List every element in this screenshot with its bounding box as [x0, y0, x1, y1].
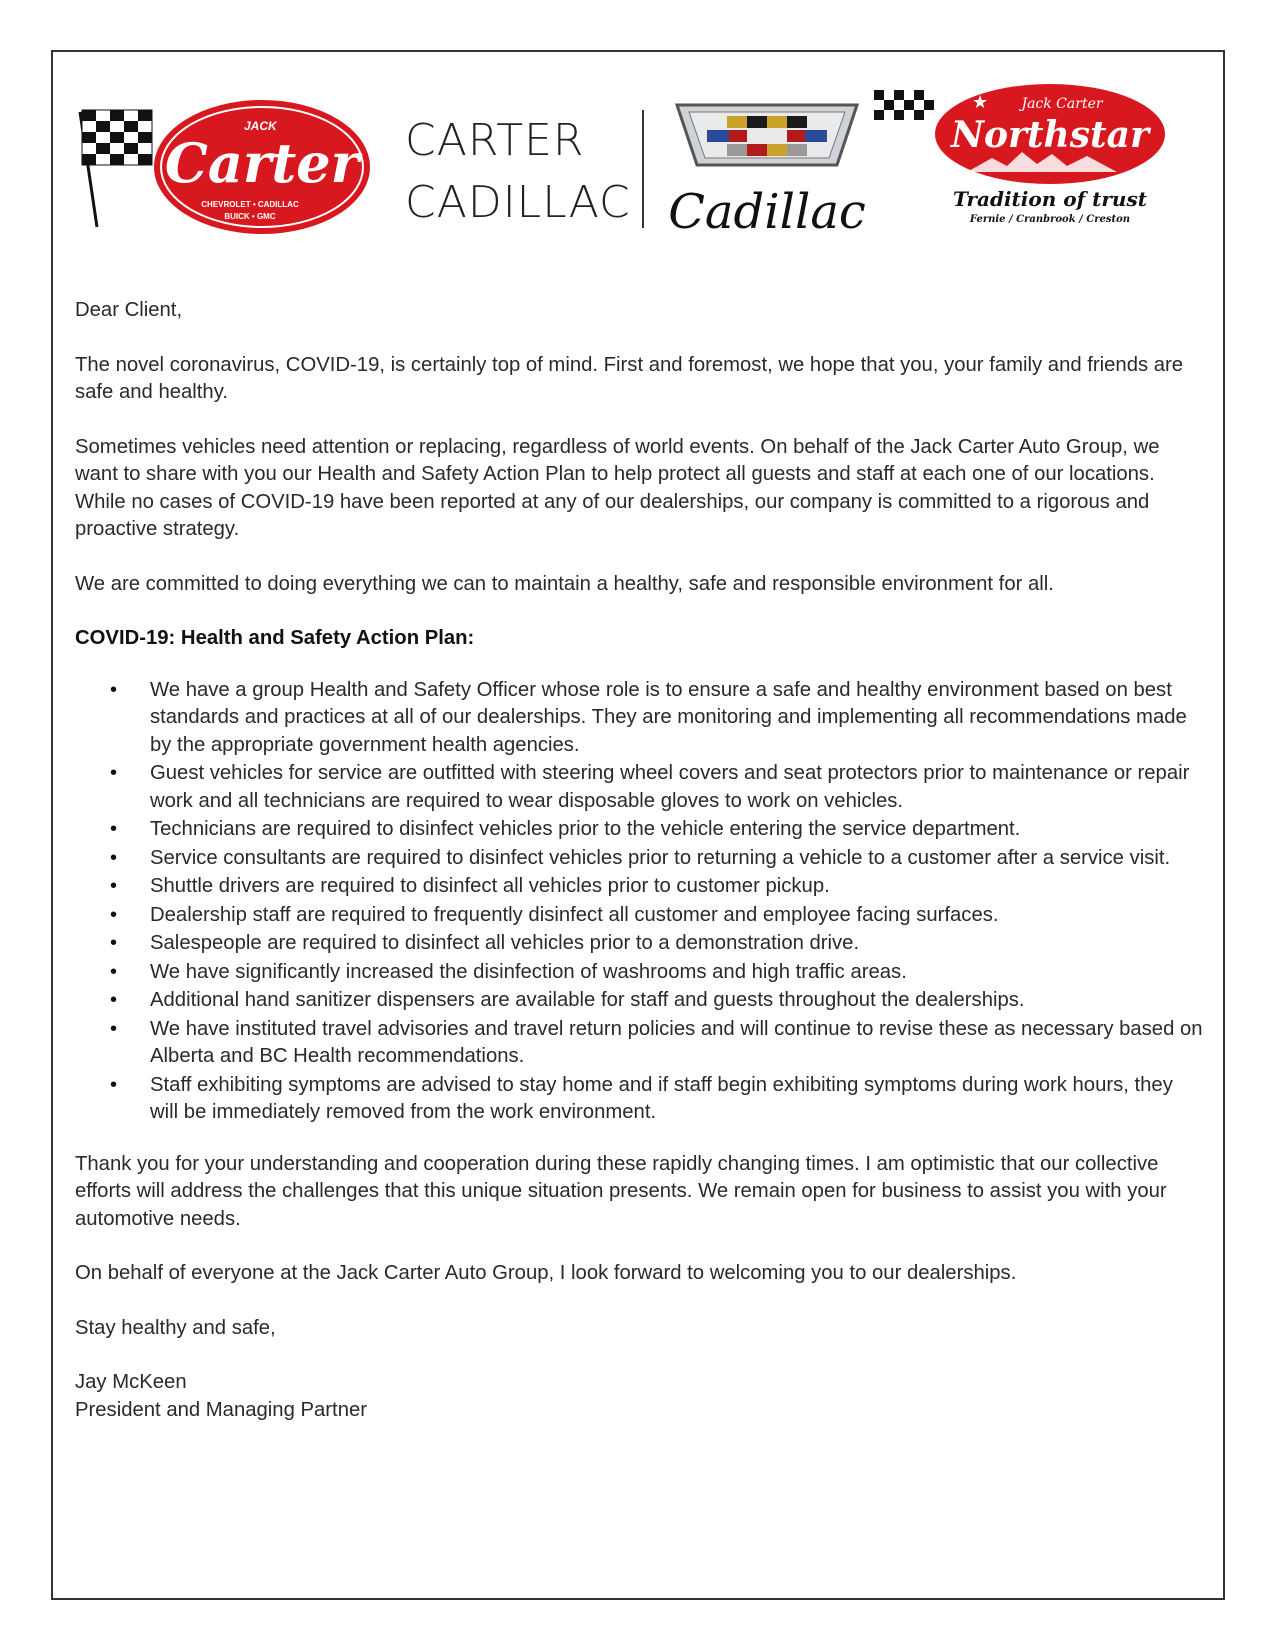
jack-carter-logo-brands-1: CHEVROLET • CADILLAC: [201, 200, 299, 209]
checkered-flag-icon: [80, 110, 152, 227]
northstar-logo: [872, 82, 1167, 242]
letter-body: [75, 297, 1205, 1424]
northstar-tagline: Tradition of trust: [953, 187, 1147, 211]
dealer-name-line-1: CARTER: [405, 115, 585, 166]
signer-title: President and Managing Partner: [75, 1398, 368, 1421]
closing: Stay healthy and safe,: [75, 1316, 276, 1339]
dealer-name: [405, 110, 631, 234]
list-item: • Salespeople are required to disinfect all vehicles prior to a demonstration drive.: [150, 930, 1205, 958]
list-item: • Additional hand sanitizer dispensers are available for staff and guests throughout the dealerships.: [150, 987, 1205, 1015]
salutation: Dear Client,: [75, 299, 183, 321]
plan-heading: COVID-19: Health and Safety Action Plan:: [75, 627, 475, 649]
signature-block: [75, 1369, 1205, 1424]
signer-name: Jay McKeen: [75, 1371, 187, 1393]
northstar-logo-top: Jack Carter: [1021, 96, 1103, 112]
northstar-logo-name: Northstar: [951, 114, 1149, 156]
list-item: • We have a group Health and Safety Officer whose role is to ensure a safe and healthy environment based on best standards and practices at all of our dealerships. They are monitoring and implementing all recommendations made by the appropriate government health agencies.: [150, 677, 1205, 760]
list-item: • Dealership staff are required to frequently disinfect all customer and employee facing surfaces.: [150, 902, 1205, 930]
list-item: • Technicians are required to disinfect vehicles prior to the vehicle entering the service department.: [150, 816, 1205, 844]
cadillac-script: Cadillac: [668, 184, 866, 240]
jack-carter-logo-top: JACK: [244, 119, 277, 133]
paragraph-commitment: We are committed to doing everything we can to maintain a healthy, safe and responsible environment for all.: [75, 572, 1054, 595]
paragraph-welcome: On behalf of everyone at the Jack Carter Auto Group, I look forward to welcoming you to our dealerships.: [75, 1262, 1017, 1284]
list-item: • Service consultants are required to disinfect vehicles prior to returning a vehicle to a customer after a service visit.: [150, 845, 1205, 873]
logo-divider: [642, 110, 644, 228]
list-item: • We have significantly increased the disinfection of washrooms and high traffic areas.: [150, 959, 1205, 987]
jack-carter-logo-name: Carter: [164, 131, 360, 195]
northstar-locations: Fernie / Cranbrook / Creston: [969, 214, 1131, 225]
list-item: • We have instituted travel advisories and travel return policies and will continue to revise these as necessary based on Alberta and BC Health recommendations.: [150, 1016, 1205, 1071]
paragraph-action-plan-intro: Sometimes vehicles need attention or replacing, regardless of world events. On behalf of the Jack Carter Auto Group, we want to share with you our Health and Safety Action Plan to help protect all guests and staff at each one of our locations. While no cases of COVID-19 have been reported at any of our dealerships, our company is committed to a rigorous and proactive strategy.: [75, 435, 1160, 540]
jack-carter-logo-brands-2: BUICK • GMC: [224, 212, 276, 221]
letterhead: [72, 82, 1172, 252]
checkered-flag-icon: [874, 90, 934, 120]
jack-carter-logo: [72, 92, 382, 242]
plan-list: [75, 677, 1205, 1127]
paragraph-intro: The novel coronavirus, COVID-19, is certainly top of mind. First and foremost, we hope that you, your family and friends are safe and healthy.: [75, 353, 1184, 403]
dealer-name-line-2: CADILLAC: [405, 177, 631, 228]
star-icon: ★: [972, 92, 989, 112]
list-item: • Guest vehicles for service are outfitted with steering wheel covers and seat protectors prior to maintenance or repair work and all technicians are required to wear disposable gloves to work on vehicles.: [150, 760, 1205, 815]
cadillac-crest-icon: [677, 105, 857, 165]
paragraph-thanks: Thank you for your understanding and cooperation during these rapidly changing times. I am optimistic that our collective efforts will address the challenges that this unique situation presents. We remain open for business to assist you with your automotive needs.: [75, 1152, 1167, 1230]
list-item: • Staff exhibiting symptoms are advised to stay home and if staff begin exhibiting symptoms during work hours, they will be immediately removed from the work environment.: [150, 1072, 1205, 1127]
list-item: • Shuttle drivers are required to disinfect all vehicles prior to customer pickup.: [150, 873, 1205, 901]
cadillac-logo: [667, 100, 867, 245]
